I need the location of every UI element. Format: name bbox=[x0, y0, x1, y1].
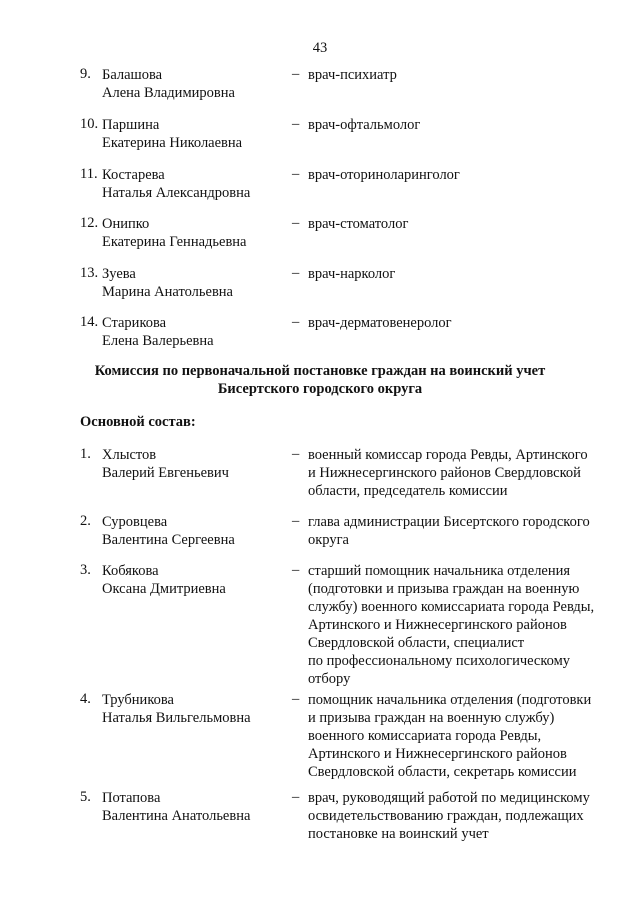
position-title bbox=[308, 446, 620, 500]
position-title bbox=[308, 66, 620, 84]
position-title bbox=[308, 215, 620, 233]
dash-separator: – bbox=[292, 314, 300, 330]
position-line: врач-стоматолог bbox=[308, 216, 409, 232]
position-line: Артинского и Нижнесергинского районов bbox=[308, 746, 567, 762]
surname: Костарева bbox=[102, 167, 165, 183]
position-line: Свердловской области, секретарь комиссии bbox=[308, 764, 577, 780]
position-line: отбору bbox=[308, 671, 351, 687]
section-heading-line2: Бисертского городского округа bbox=[217, 381, 423, 397]
position-line: по профессиональному психологическому bbox=[308, 653, 571, 669]
position-line: и Нижнесергинского районов Свердловской bbox=[308, 465, 581, 481]
dash-separator: – bbox=[292, 691, 300, 707]
person-name bbox=[102, 265, 292, 301]
surname: Старикова bbox=[102, 315, 167, 331]
given-names: Марина Анатольевна bbox=[102, 284, 233, 300]
surname: Зуева bbox=[102, 266, 136, 282]
position-line: постановке на воинский учет bbox=[308, 826, 489, 842]
position-line: (подготовки и призыва граждан на военную bbox=[308, 581, 580, 597]
position-line: врач-нарколог bbox=[308, 266, 396, 282]
section-heading-line1: Комиссия по первоначальной постановке граждан на воинский учет bbox=[94, 363, 546, 379]
position-line: глава администрации Бисертского городского bbox=[308, 514, 590, 530]
position-line: врач-психиатр bbox=[308, 67, 397, 83]
dash-separator: – bbox=[292, 513, 300, 529]
position-line: Свердловской области, специалист bbox=[308, 635, 525, 651]
page-number: 43 bbox=[312, 40, 328, 56]
dash-separator: – bbox=[292, 116, 300, 132]
given-names: Наталья Вильгельмовна bbox=[102, 710, 251, 726]
surname: Хлыстов bbox=[102, 447, 157, 463]
position-line: врач, руководящий работой по медицинскому bbox=[308, 790, 590, 806]
position-title bbox=[308, 691, 620, 781]
item-number: 14. bbox=[80, 314, 99, 330]
dash-separator: – bbox=[292, 215, 300, 231]
dash-separator: – bbox=[292, 446, 300, 462]
position-line: помощник начальника отделения (подготовки bbox=[308, 692, 592, 708]
section-heading bbox=[0, 362, 640, 398]
position-line: врач-дерматовенеролог bbox=[308, 315, 452, 331]
dash-separator: – bbox=[292, 562, 300, 578]
item-number: 9. bbox=[80, 66, 91, 82]
section-subheading: Основной состав: bbox=[80, 414, 196, 430]
given-names: Екатерина Геннадьевна bbox=[102, 234, 247, 250]
person-name bbox=[102, 116, 292, 152]
position-line: военного комиссариата города Ревды, bbox=[308, 728, 542, 744]
item-number: 4. bbox=[80, 691, 91, 707]
item-number: 10. bbox=[80, 116, 99, 132]
dash-separator: – bbox=[292, 166, 300, 182]
position-line: Артинского и Нижнесергинского районов bbox=[308, 617, 567, 633]
position-title bbox=[308, 166, 620, 184]
position-line: области, председатель комиссии bbox=[308, 483, 508, 499]
item-number: 13. bbox=[80, 265, 99, 281]
given-names: Наталья Александровна bbox=[102, 185, 251, 201]
position-line: врач-офтальмолог bbox=[308, 117, 421, 133]
surname: Кобякова bbox=[102, 563, 159, 579]
position-line: службу) военного комиссариата города Ревды, bbox=[308, 599, 595, 615]
given-names: Валентина Сергеевна bbox=[102, 532, 235, 548]
person-name bbox=[102, 66, 292, 102]
dash-separator: – bbox=[292, 789, 300, 805]
person-name bbox=[102, 789, 292, 825]
given-names: Валентина Анатольевна bbox=[102, 808, 251, 824]
person-name bbox=[102, 215, 292, 251]
given-names: Елена Валерьевна bbox=[102, 333, 214, 349]
position-line: военный комиссар города Ревды, Артинского bbox=[308, 447, 588, 463]
given-names: Алена Владимировна bbox=[102, 85, 235, 101]
position-line: освидетельствованию граждан, подлежащих bbox=[308, 808, 584, 824]
item-number: 12. bbox=[80, 215, 99, 231]
item-number: 1. bbox=[80, 446, 91, 462]
position-title bbox=[308, 265, 620, 283]
position-line: врач-оториноларинголог bbox=[308, 167, 460, 183]
position-line: округа bbox=[308, 532, 349, 548]
person-name bbox=[102, 314, 292, 350]
person-name bbox=[102, 166, 292, 202]
person-name bbox=[102, 513, 292, 549]
item-number: 11. bbox=[80, 166, 98, 182]
given-names: Екатерина Николаевна bbox=[102, 135, 243, 151]
position-title bbox=[308, 789, 620, 843]
item-number: 3. bbox=[80, 562, 91, 578]
item-number: 2. bbox=[80, 513, 91, 529]
position-title bbox=[308, 314, 620, 332]
person-name bbox=[102, 446, 292, 482]
position-line: старший помощник начальника отделения bbox=[308, 563, 571, 579]
position-title bbox=[308, 562, 620, 688]
surname: Онипко bbox=[102, 216, 150, 232]
dash-separator: – bbox=[292, 66, 300, 82]
position-title bbox=[308, 513, 620, 549]
person-name bbox=[102, 562, 292, 598]
person-name bbox=[102, 691, 292, 727]
surname: Балашова bbox=[102, 67, 163, 83]
given-names: Оксана Дмитриевна bbox=[102, 581, 226, 597]
surname: Потапова bbox=[102, 790, 161, 806]
surname: Суровцева bbox=[102, 514, 168, 530]
dash-separator: – bbox=[292, 265, 300, 281]
surname: Трубникова bbox=[102, 692, 174, 708]
position-title bbox=[308, 116, 620, 134]
given-names: Валерий Евгеньевич bbox=[102, 465, 229, 481]
item-number: 5. bbox=[80, 789, 91, 805]
position-line: и призыва граждан на военную службу) bbox=[308, 710, 555, 726]
surname: Паршина bbox=[102, 117, 160, 133]
